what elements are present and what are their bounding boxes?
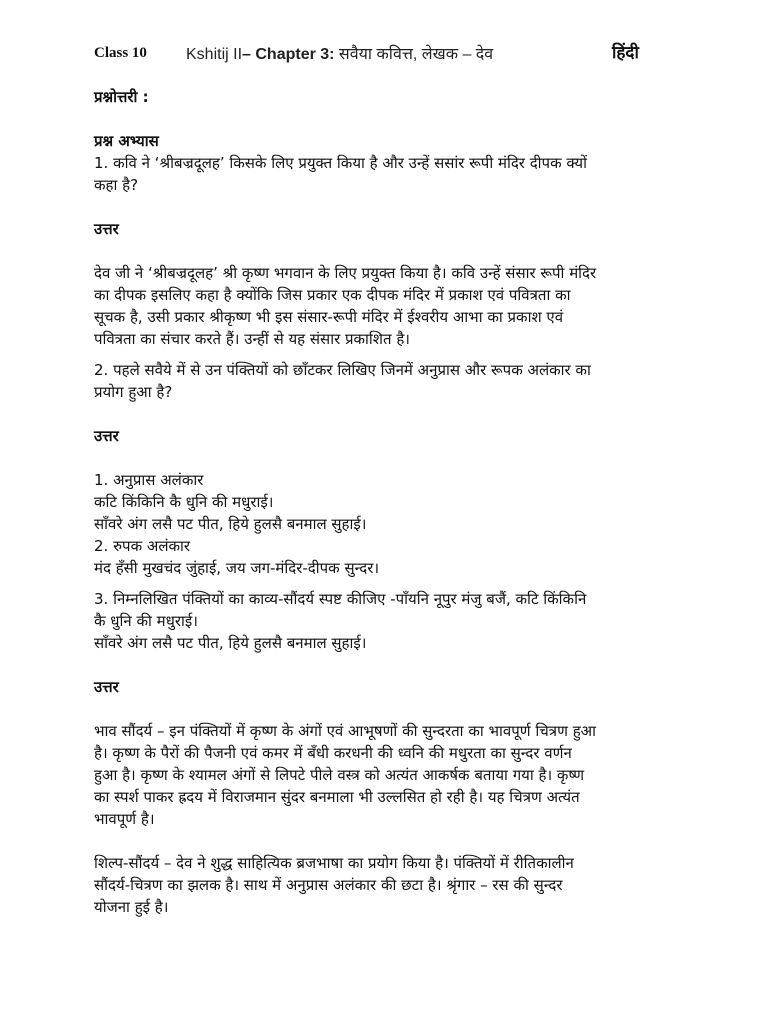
page-header: [94, 42, 708, 66]
question-1: [94, 152, 694, 196]
text-line: है। कृष्ण के पैरों की पैजनी एवं कमर में बँधी करधनी की ध्वनि की मधुरता का सुन्दर वर्णन: [94, 744, 572, 762]
chapter-label: – Chapter 3:: [242, 46, 335, 63]
answer-label: उत्तर: [94, 678, 119, 696]
answer-1: [94, 262, 694, 350]
text-line: साँवरे अंग लसै पट पीत, हिये हुलसै बनमाल सुहाई।: [94, 634, 367, 652]
class-label: Class 10: [94, 45, 147, 61]
question-3: [94, 588, 694, 654]
text-line: 2. पहले सवैये में से उन पंक्तियों को छाँटकर लिखिए जिनमें अनुप्रास और रूपक अलंकार का: [94, 361, 591, 379]
text-line: कै धुनि की मधुराई।: [94, 612, 198, 630]
text-line: हुआ है। कृष्ण के श्यामल अंगों से लिपटे पीले वस्त्र को अत्यंत आकर्षक बताया गया है। कृष्ण: [94, 766, 585, 784]
text-line: प्रयोग हुआ है?: [94, 383, 173, 401]
section-title: प्रश्नोत्तरी :: [94, 88, 149, 106]
text-line: साँवरे अंग लसै पट पीत, हिये हुलसै बनमाल सुहाई।: [94, 515, 367, 533]
answer-label: उत्तर: [94, 220, 119, 238]
text-line: मंद हँसी मुखचंद जुंहाई, जय जग-मंदिर-दीपक सुन्दर।: [94, 559, 380, 577]
answer-label: उत्तर: [94, 427, 119, 445]
document-body: [94, 86, 694, 918]
text-line: कटि किंकिनि कै धुनि की मधुराई।: [94, 493, 274, 511]
text-line: 1. अनुप्रास अलंकार: [94, 471, 204, 489]
text-line: का स्पर्श पाकर ह्रदय में विराजमान सुंदर बनमाला भी उल्लसित हो रही है। यह चित्रण अत्यंत: [94, 788, 580, 806]
chapter-heading: [186, 42, 493, 64]
exercise-title: प्रश्न अभ्यास: [94, 132, 159, 150]
text-line: 1. कवि ने ‘श्रीबज्रदूलह’ किसके लिए प्रयुक्त किया है और उन्हें ससांर रूपी मंदिर दीपक क्यों: [94, 154, 587, 172]
text-line: शिल्प-सौंदर्य – देव ने शुद्ध साहित्यिक ब्रजभाषा का प्रयोग किया है। पंक्तियों में रीतिकालीन: [94, 854, 574, 872]
text-line: पवित्रता का संचार करते हैं। उन्हीं से यह संसार प्रकाशित है।: [94, 330, 410, 348]
text-line: 2. रुपक अलंकार: [94, 537, 191, 555]
text-line: कहा है?: [94, 176, 139, 194]
text-line: भाव सौंदर्य – इन पंक्तियों में कृष्ण के अंगों एवं आभूषणों की सुन्दरता का भावपूर्ण चित्रण हुआ: [94, 722, 596, 740]
text-line: 3. निम्नलिखित पंक्तियों का काव्य-सौंदर्य स्पष्ट कीजिए -पाँयनि नूपुर मंजु बजैं, कटि किंकिनि: [94, 590, 587, 608]
text-line: योजना हुई है।: [94, 898, 169, 916]
question-2: [94, 359, 694, 403]
chapter-title: सवैया कवित्त, लेखक – देव: [334, 46, 494, 63]
subject-label: हिंदी: [612, 43, 639, 63]
book-name: Kshitij II: [186, 46, 243, 63]
text-line: देव जी ने ‘श्रीबज्रदूलह’ श्री कृष्ण भगवान के लिए प्रयुक्त किया है। कवि उन्हें संसार रूपी मंदिर: [94, 264, 597, 282]
text-line: सौंदर्य-चित्रण का झलक है। साथ में अनुप्रास अलंकार की छटा है। श्रृंगार – रस की सुन्दर: [94, 876, 563, 894]
answer-3-shilp: [94, 852, 694, 918]
answer-3-bhav: [94, 720, 694, 830]
text-line: भावपूर्ण है।: [94, 810, 155, 828]
answer-2: [94, 469, 694, 579]
text-line: का दीपक इसलिए कहा है क्योंकि जिस प्रकार एक दीपक मंदिर में प्रकाश एवं पवित्रता का: [94, 286, 571, 304]
text-line: सूचक है, उसी प्रकार श्रीकृष्ण भी इस संसार-रूपी मंदिर में ईश्वरीय आभा का प्रकाश एवं: [94, 308, 564, 326]
